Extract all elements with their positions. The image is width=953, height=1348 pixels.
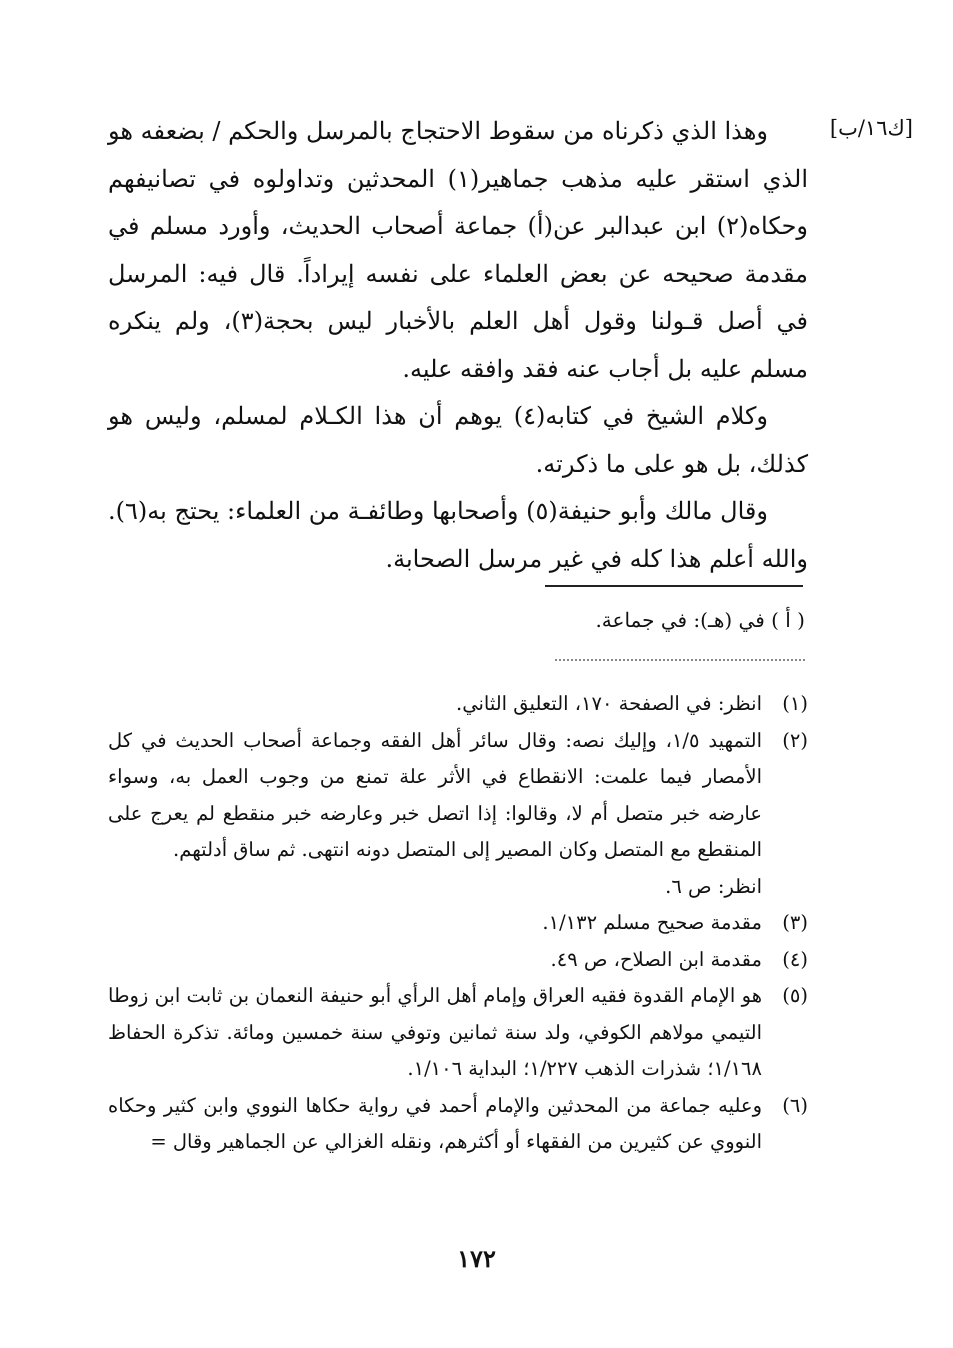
variant-note: ( أ ) في (هـ): في جماعة.: [595, 608, 805, 632]
main-paragraph: وكلام الشيخ في كتابه(٤) يوهم أن هذا الكـلام لمسلم، وليس هو كذلك، بل هو على ما ذكرته.: [108, 402, 808, 478]
footnote-item: [108, 723, 808, 906]
footnote-text: وعليه جماعة من المحدثين والإمام أحمد في رواية حكاها النووي وابن كثير وحكاه النووي عن كثيرين من الفقهاء أو أكثرهم، ونقله الغزالي عن الجماهير وقال =: [108, 1093, 762, 1153]
footnotes: [108, 686, 808, 1161]
footnote-text: مقدمة صحيح مسلم ١/١٣٢.: [542, 911, 762, 934]
page-number: ١٧٢: [457, 1244, 496, 1273]
manuscript-folio-note: [ك١٦/ب]: [829, 116, 913, 140]
footnote-item: [108, 1088, 808, 1161]
footnote-body: [108, 723, 762, 906]
footnote-number: (٦): [782, 1093, 808, 1117]
footnote-item: [108, 978, 808, 1088]
dotted-separator: [555, 659, 805, 661]
main-text: [108, 108, 808, 583]
footnote-item: [108, 905, 808, 942]
footnote-number: (٢): [782, 728, 808, 752]
footnote-number: (٥): [782, 984, 808, 1007]
footnote-item: [108, 942, 808, 979]
footnote-separator: [545, 585, 803, 587]
footnote-number: (١): [782, 692, 808, 715]
footnote-text: انظر: ص ٦.: [665, 874, 762, 898]
footnote-text: هو الإمام القدوة فقيه العراق وإمام أهل الرأي أبو حنيفة النعمان بن ثابت ابن زوطا التيمي مولاهم الكوفي، ولد سنة ثمانين وتوفي سنة خمسين ومائة. تذكرة الحفاظ ١/١٦٨؛ شذرات الذهب ١/٢٢٧؛ البداية ١/١٠٦.: [108, 984, 762, 1080]
footnote-text: انظر: في الصفحة ١٧٠، التعليق الثاني.: [456, 692, 762, 715]
main-paragraph: وهذا الذي ذكرناه من سقوط الاحتجاج بالمرسل والحكم / بضعفه هو الذي استقر عليه مذهب جماهير(١) المحدثين وتداولوه في تصانيفهم وحكاه(٢) ابن عبدالبر عن(أ) جماعة أصحاب الحديث، وأورد مسلم في مقدمة صحيحه عن بعض العلماء على نفسه إيراداً. قال فيه: المرسل في أصل قـولنا وقول أهل العلم بالأخبار ليس بحجة(٣)، ولم ينكره مسلم عليه بل أجاب عنه فقد وافقه عليه.: [108, 117, 808, 383]
main-paragraph: وقال مالك وأبو حنيفة(٥) وأصحابها وطائفـة من العلماء: يحتج به(٦). والله أعلم هذا كله في غير مرسل الصحابة.: [108, 497, 808, 573]
footnote-text: مقدمة ابن الصلاح، ص ٤٩.: [550, 947, 762, 971]
footnote-text: التمهيد ١/٥، وإليك نصه: وقال سائر أهل الفقه وجماعة أصحاب الحديث في كل الأمصار فيما علمت: الانقطاع في الأثر علة تمنع من وجوب العمل به، وسواء عارضه خبر متصل أم لا، وقالوا: إذا اتصل خبر وعارضه خبر منقطع لم يعرج على المنقطع مع المتصل وكان المصير إلى المتصل دونه انتهى. ثم ساق أدلتهم.: [108, 728, 763, 861]
footnote-item: [108, 686, 808, 723]
footnote-number: (٣): [782, 911, 808, 934]
footnote-number: (٤): [782, 947, 808, 971]
